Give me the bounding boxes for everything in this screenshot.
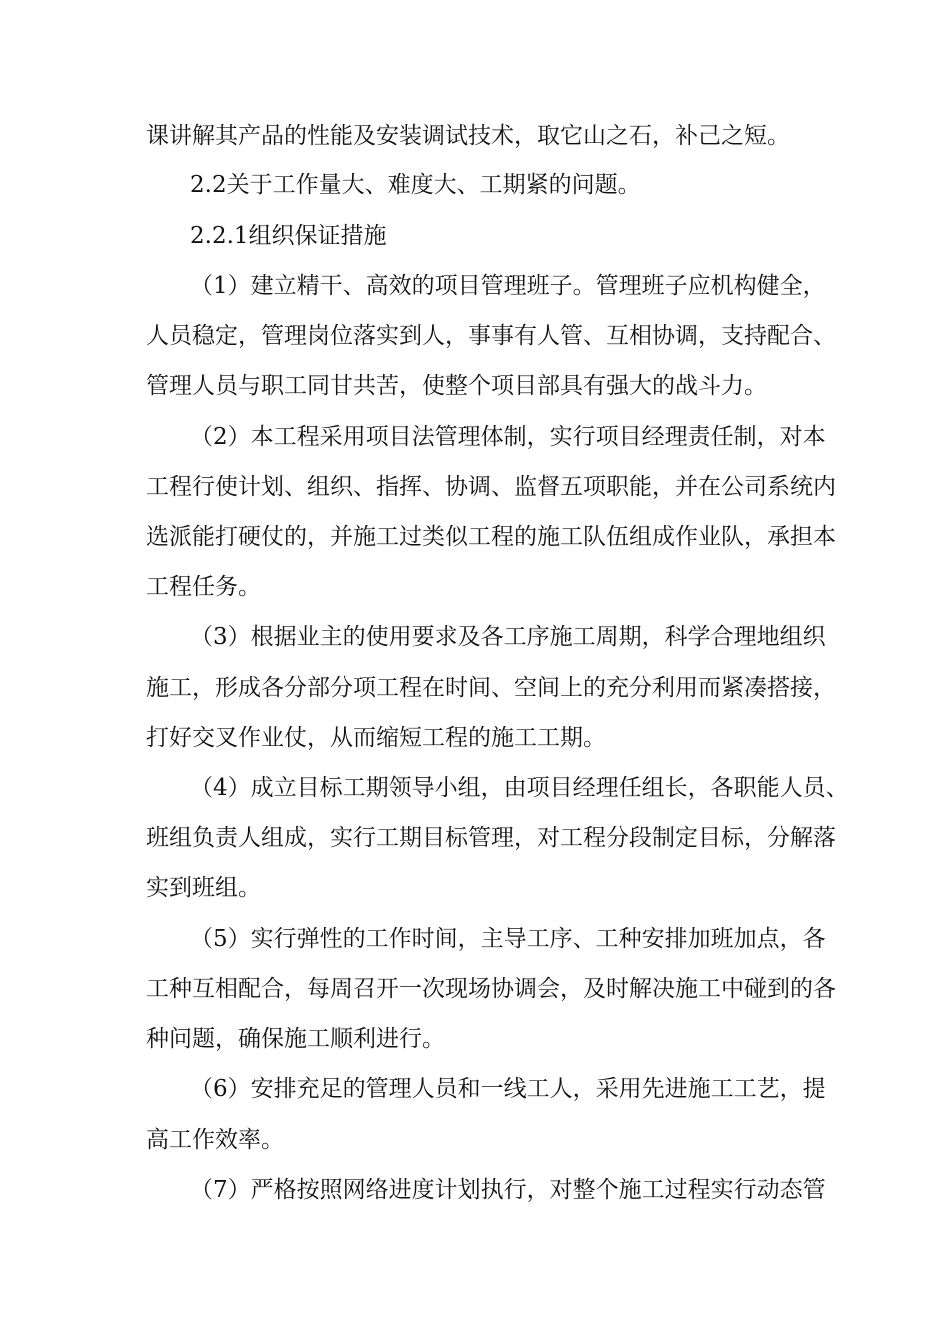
item-2-line-4: 工程任务。 [146, 574, 261, 600]
item-2-line-2: 工程行使计划、组织、指挥、协调、监督五项职能，并在公司系统内 [146, 474, 836, 500]
item-1-line-3: 管理人员与职工同甘共苦，使整个项目部具有强大的战斗力。 [146, 373, 767, 399]
item-1-line-1: （1）建立精干、高效的项目管理班子。管理班子应机构健全， [190, 273, 826, 299]
item-7-line-1: （7）严格按照网络进度计划执行，对整个施工过程实行动态管 [190, 1177, 826, 1203]
item-2-line-3: 选派能打硬仗的，并施工过类似工程的施工队伍组成作业队，承担本 [146, 524, 836, 550]
item-1-line-2: 人员稳定，管理岗位落实到人，事事有人管、互相协调，支持配合、 [146, 323, 836, 349]
item-3-line-1: （3）根据业主的使用要求及各工序施工周期，科学合理地组织 [190, 624, 826, 650]
item-4-line-3: 实到班组。 [146, 875, 261, 901]
text-line-1: 课讲解其产品的性能及安装调试技术，取它山之石，补己之短。 [146, 123, 790, 149]
item-6-line-1: （6）安排充足的管理人员和一线工人，采用先进施工工艺，提 [190, 1076, 826, 1102]
section-heading-2-2: 2.2关于工作量大、难度大、工期紧的问题。 [190, 172, 641, 198]
item-2-line-1: （2）本工程采用项目法管理体制，实行项目经理责任制，对本 [190, 424, 826, 450]
item-3-line-3: 打好交叉作业仗，从而缩短工程的施工工期。 [146, 725, 606, 751]
item-4-line-1: （4）成立目标工期领导小组，由项目经理任组长，各职能人员、 [190, 775, 849, 801]
item-5-line-2: 工种互相配合，每周召开一次现场协调会，及时解决施工中碰到的各 [146, 976, 836, 1002]
item-4-line-2: 班组负责人组成，实行工期目标管理，对工程分段制定目标，分解落 [146, 825, 836, 851]
item-5-line-1: （5）实行弹性的工作时间，主导工序、工种安排加班加点，各 [190, 926, 826, 952]
item-3-line-2: 施工，形成各分部分项工程在时间、空间上的充分利用而紧凑搭接， [146, 675, 836, 701]
item-5-line-3: 种问题，确保施工顺利进行。 [146, 1026, 445, 1052]
subsection-heading-2-2-1: 2.2.1组织保证措施 [190, 223, 387, 249]
item-6-line-2: 高工作效率。 [146, 1127, 284, 1153]
